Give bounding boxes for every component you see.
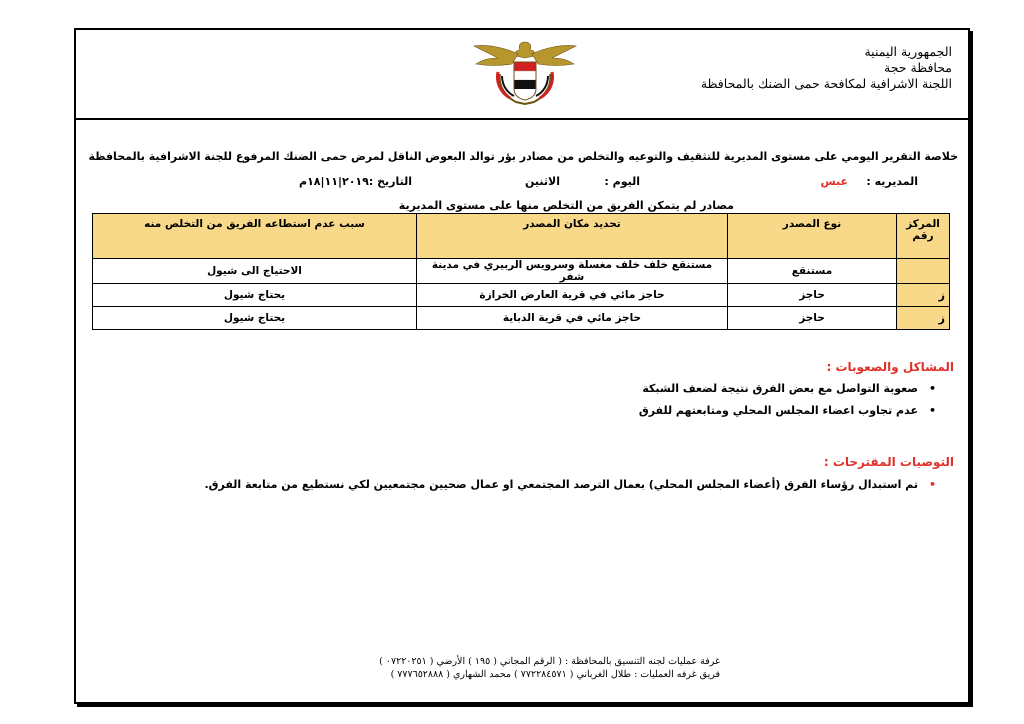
col-header-center: المركز رقم [897,214,950,259]
bullet-icon: • [928,382,936,395]
col-header-location: تحديد مكان المصدر [417,214,728,259]
cell-center: ز [897,307,950,330]
footer-operations-room: غرفة عمليات لجنه التنسيق بالمحافظة : ( الرقم المجاني ( ١٩٥ ) الأرضي ( ٠٧٢٢٠٢٥١ ) [379,656,720,667]
cell-center [897,259,950,284]
table-row [93,284,950,307]
sources-table [92,213,950,330]
cell-source-type: حاجز [728,284,897,307]
cell-center: ز [897,284,950,307]
cell-source-type: حاجز [728,307,897,330]
problems-title: المشاكل والصعوبات : [826,360,954,374]
list-item: • صعوبة التواصل مع بعض الفرق نتيجة لضعف الشبكة [639,378,936,400]
district-value: عبس [820,175,848,188]
list-item: • عدم تجاوب اعضاء المجلس المحلي ومتابعتهم للفرق [639,400,936,422]
bullet-icon: • [928,404,936,417]
yemen-eagle-emblem-icon [470,36,580,108]
day-value: الاثنين [525,175,560,188]
day-label: اليوم : [604,175,640,188]
header-block [652,44,952,92]
cell-source-type: مستنقع [728,259,897,284]
table-subtitle: مصادر لم يتمكن الفريق من التخلص منها على مستوى المديرية [398,199,734,212]
table-header-row [93,214,950,259]
header-divider [74,118,968,120]
report-meta [98,175,958,191]
report-title: خلاصة التقرير اليومي على مستوى المديرية للتثقيف والتوعيه والتخلص من مصادر بؤر توالد البعوض الناقل لمرض حمى الضنك المرفوع للجنة الاشرافية بالمحافظة [88,150,958,163]
list-item: • تم استبدال رؤساء الفرق (أعضاء المجلس المحلي) بعمال الترصد المجتمعي او عمال صحيين مجتمعيين لكي نستطيع من متابعة الفرق. [205,474,937,496]
table-row [93,307,950,330]
recommendations-list [205,474,937,496]
country-name: الجمهورية اليمنية [864,44,952,59]
table-row [93,259,950,284]
cell-reason: يحتاج شيول [93,307,417,330]
report-date: التاريخ :٢٠١٩|١١|١٨م [299,175,412,188]
cell-location: حاجز مائي في قرية العارض الخرازة [417,284,728,307]
footer [330,655,720,681]
recommendations-title: التوصيات المقترحات : [823,455,954,469]
cell-location: حاجز مائي في قرية الدباية [417,307,728,330]
col-header-reason: سبب عدم استطاعه الفريق من التخلص منه [93,214,417,259]
col-header-source-type: نوع المصدر [728,214,897,259]
bullet-icon: • [928,478,936,491]
footer-operations-team: فريق غرفه العمليات : طلال الغرباني ( ٧٧٢٢٨٤٥٧١ ) محمد الشهاري ( ٧٧٧٦٥٢٨٨٨ ) [390,669,720,680]
cell-reason: الاحتياج الى شيول [93,259,417,284]
cell-reason: يحتاج شيول [93,284,417,307]
committee-name: اللجنة الاشرافية لمكافحة حمى الضنك بالمحافظة [700,76,952,91]
problems-list [639,378,936,422]
cell-location: مستنقع خلف خلف مغسلة وسرويس الربيري في مدينة شفر [417,259,728,284]
district-label: المديريه : [866,175,918,188]
governorate-name: محافظة حجة [884,60,952,75]
